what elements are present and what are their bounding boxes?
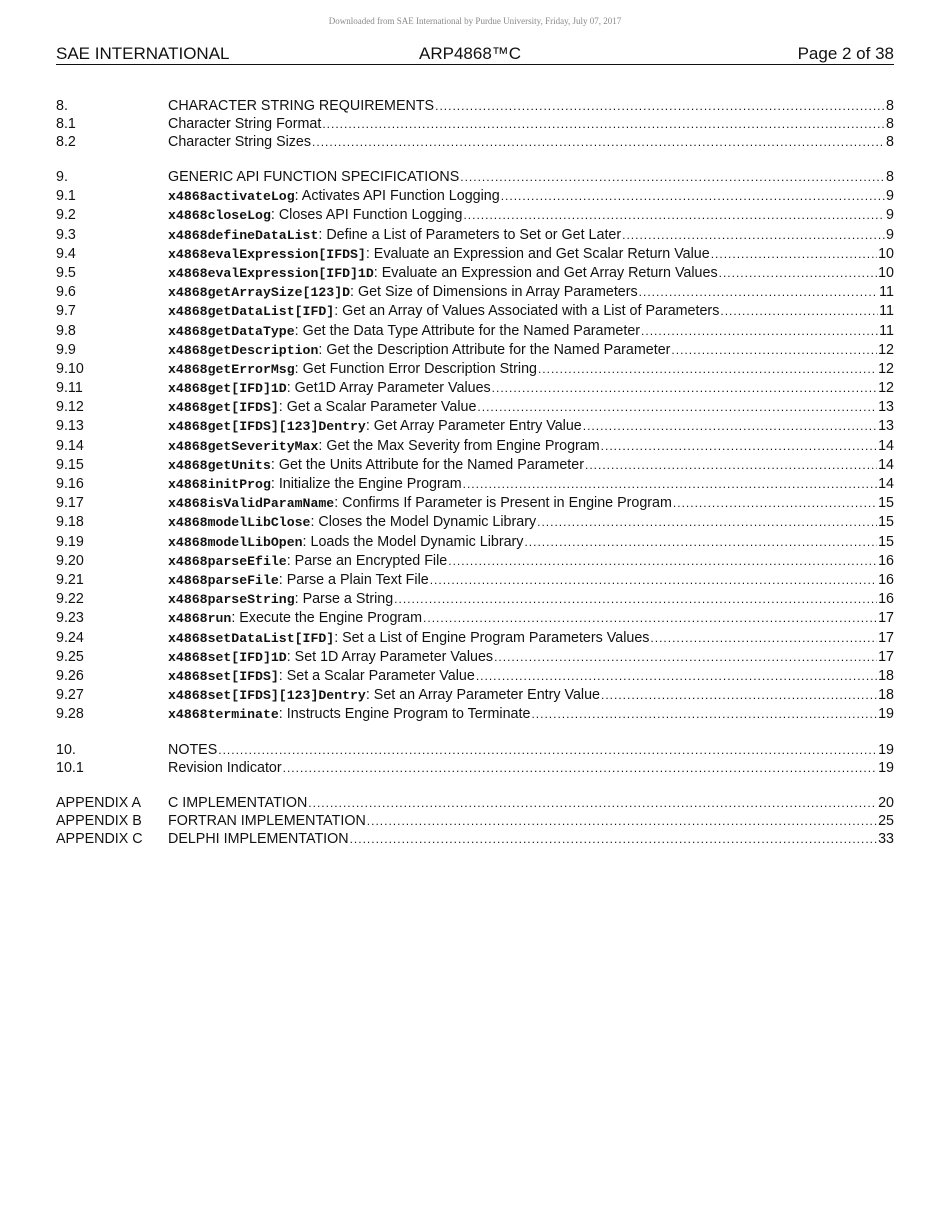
toc-dot-leader xyxy=(501,187,885,206)
toc-entry-title xyxy=(168,379,491,398)
toc-entry[interactable] xyxy=(56,115,894,133)
toc-entry-number: 9.16 xyxy=(56,476,84,492)
toc-dot-leader xyxy=(719,264,877,283)
toc-entry-number: 9.13 xyxy=(56,418,84,435)
toc-entry-number: 9.1 xyxy=(56,188,76,205)
toc-entry-page-number: 11 xyxy=(879,303,894,320)
toc-dot-leader xyxy=(218,741,877,759)
toc-entry-description: Character String Sizes xyxy=(168,134,312,150)
toc-entry[interactable] xyxy=(56,341,894,360)
toc-entry[interactable] xyxy=(56,571,894,590)
toc-entry-page-number: 8 xyxy=(886,134,894,150)
toc-entry-page-number: 19 xyxy=(878,742,894,759)
toc-entry-line xyxy=(168,705,894,724)
toc-entry-description: : Execute the Engine Program xyxy=(231,610,423,627)
toc-entry[interactable] xyxy=(56,417,894,436)
toc-entry[interactable] xyxy=(56,283,894,302)
toc-entry-page-number: 8 xyxy=(886,169,894,185)
toc-entry-title xyxy=(168,571,429,590)
toc-entry-function-name: x4868get[IFDS] xyxy=(168,400,279,416)
toc-dot-leader xyxy=(673,494,877,513)
toc-entry[interactable] xyxy=(56,245,894,264)
toc-dot-leader xyxy=(622,226,885,245)
toc-entry-number: 9.24 xyxy=(56,629,84,646)
toc-entry-number: 9.7 xyxy=(56,303,76,320)
toc-entry-page-number: 8 xyxy=(886,98,894,114)
toc-dot-leader xyxy=(308,794,877,812)
toc-dot-leader xyxy=(448,552,877,571)
table-of-contents xyxy=(56,97,894,865)
toc-entry[interactable] xyxy=(56,794,894,812)
toc-entry-page-number: 15 xyxy=(878,495,894,512)
toc-entry-line xyxy=(168,115,894,133)
toc-dot-leader xyxy=(477,398,877,417)
toc-dot-leader xyxy=(463,475,877,494)
toc-entry-line xyxy=(168,552,894,571)
toc-entry[interactable] xyxy=(56,686,894,705)
toc-entry-title xyxy=(168,115,321,133)
toc-entry-description: GENERIC API FUNCTION SPECIFICATIONS xyxy=(168,169,460,185)
toc-entry-description: : Confirms If Parameter is Present in Engine Program xyxy=(334,495,672,512)
toc-entry-title xyxy=(168,133,311,151)
toc-entry-function-name: x4868setDataList[IFD] xyxy=(168,630,335,646)
toc-entry[interactable] xyxy=(56,590,894,609)
toc-entry-function-name: x4868defineDataList xyxy=(168,227,319,243)
toc-dot-leader xyxy=(435,97,885,115)
toc-entry-description: : Set a List of Engine Program Parameters Values xyxy=(334,629,650,646)
toc-dot-leader xyxy=(463,206,885,225)
toc-entry-page-number: 13 xyxy=(878,418,894,435)
toc-entry[interactable] xyxy=(56,456,894,475)
toc-entry-line xyxy=(168,302,894,321)
toc-entry-line xyxy=(168,322,894,341)
toc-entry-line xyxy=(168,283,894,302)
toc-entry-page-number: 13 xyxy=(878,399,894,416)
toc-entry-page-number: 20 xyxy=(878,795,894,812)
toc-entry-number: 9.18 xyxy=(56,514,84,531)
toc-entry-number: 9.23 xyxy=(56,610,84,627)
toc-entry[interactable] xyxy=(56,609,894,628)
toc-entry-title xyxy=(168,398,476,417)
toc-section-group xyxy=(56,794,894,848)
toc-entry-number: 8. xyxy=(56,98,68,114)
toc-entry-page-number: 12 xyxy=(878,341,894,358)
toc-dot-leader xyxy=(524,533,877,552)
toc-entry-line xyxy=(168,341,894,360)
toc-entry-number: 9.8 xyxy=(56,322,76,339)
toc-entry-description: Character String Format xyxy=(168,116,322,132)
toc-dot-leader xyxy=(460,168,885,187)
toc-entry-description: : Get the Description Attribute for the Named Parameter xyxy=(318,341,671,358)
toc-entry-line xyxy=(168,456,894,475)
toc-dot-leader xyxy=(537,513,877,532)
toc-dot-leader xyxy=(492,379,877,398)
toc-entry-description: : Set 1D Array Parameter Values xyxy=(286,648,494,665)
toc-entry-page-number: 12 xyxy=(878,360,894,377)
toc-entry-description: : Get the Max Severity from Engine Program xyxy=(318,437,600,454)
toc-section-group xyxy=(56,741,894,777)
toc-entry-number: 9.11 xyxy=(56,380,83,397)
toc-dot-leader xyxy=(601,437,877,456)
header-document-id: ARP4868™C xyxy=(419,44,522,63)
toc-entry-function-name: x4868getErrorMsg xyxy=(168,361,295,377)
toc-entry-page-number: 16 xyxy=(878,571,894,588)
toc-entry[interactable] xyxy=(56,759,894,777)
toc-entry-line xyxy=(168,759,894,777)
toc-entry[interactable] xyxy=(56,705,894,724)
toc-entry-page-number: 9 xyxy=(886,226,894,243)
download-watermark: Downloaded from SAE International by Purdue University, Friday, July 07, 2017 xyxy=(328,16,622,26)
toc-entry-line xyxy=(168,360,894,379)
toc-entry-title xyxy=(168,341,670,360)
toc-entry-function-name: x4868modelLibClose xyxy=(168,515,311,531)
toc-entry-function-name: x4868set[IFDS] xyxy=(168,668,279,684)
toc-entry-page-number: 14 xyxy=(878,456,894,473)
toc-entry[interactable] xyxy=(56,379,894,398)
toc-entry-function-name: x4868getDataList[IFD] xyxy=(168,304,335,320)
toc-entry-number: 9.26 xyxy=(56,667,84,684)
toc-entry-description: : Initialize the Engine Program xyxy=(270,476,462,492)
toc-entry-number: APPENDIX C xyxy=(56,831,143,848)
toc-entry-function-name: x4868run xyxy=(168,611,232,627)
toc-entry-function-name: x4868terminate xyxy=(168,707,279,723)
toc-entry-number: 9.14 xyxy=(56,437,84,454)
toc-entry-function-name: x4868getDescription xyxy=(168,342,319,358)
toc-entry-line xyxy=(168,571,894,590)
toc-entry[interactable] xyxy=(56,513,894,532)
toc-entry-title xyxy=(168,590,393,609)
toc-entry-title xyxy=(168,97,434,115)
toc-entry[interactable] xyxy=(56,133,894,151)
toc-entry-page-number: 17 xyxy=(878,629,894,646)
toc-entry-number: 10.1 xyxy=(56,760,84,777)
toc-entry-function-name: x4868getSeverityMax xyxy=(168,438,319,454)
toc-section-group xyxy=(56,168,894,724)
toc-entry-page-number: 10 xyxy=(878,264,894,281)
toc-entry-title xyxy=(168,437,600,456)
toc-entry-line xyxy=(168,437,894,456)
toc-entry[interactable] xyxy=(56,264,894,283)
toc-entry-line xyxy=(168,226,894,245)
toc-entry-line xyxy=(168,494,894,513)
toc-entry-line xyxy=(168,264,894,283)
toc-entry-title xyxy=(168,513,536,532)
toc-entry-number: 8.1 xyxy=(56,116,76,132)
toc-entry-number: 9.28 xyxy=(56,706,84,723)
toc-entry-page-number: 19 xyxy=(878,760,894,777)
toc-entry-page-number: 18 xyxy=(878,687,894,704)
toc-entry-title xyxy=(168,283,638,302)
toc-entry-description: : Get Function Error Description String xyxy=(294,360,537,377)
toc-entry-description: : Parse a String xyxy=(294,591,394,608)
toc-entry-title xyxy=(168,360,537,379)
toc-entry[interactable] xyxy=(56,629,894,648)
toc-entry-title xyxy=(168,533,523,552)
toc-entry[interactable] xyxy=(56,226,894,245)
toc-entry-description: : Get an Array of Values Associated with a List of Parameters xyxy=(334,303,720,320)
toc-entry-line xyxy=(168,794,894,812)
toc-entry-page-number: 18 xyxy=(878,667,894,684)
toc-entry-line xyxy=(168,686,894,705)
toc-entry-line xyxy=(168,206,894,225)
toc-entry-page-number: 16 xyxy=(878,552,894,569)
toc-entry-line xyxy=(168,168,894,187)
toc-dot-leader xyxy=(711,245,877,264)
toc-entry-description: : Closes the Model Dynamic Library xyxy=(310,514,537,531)
toc-entry-page-number: 19 xyxy=(878,706,894,723)
toc-entry-function-name: x4868get[IFDS][123]Dentry xyxy=(168,419,366,435)
toc-entry-number: 9.3 xyxy=(56,226,76,243)
header-page-number: Page 2 of 38 xyxy=(797,44,894,63)
toc-entry-description: C IMPLEMENTATION xyxy=(168,795,308,812)
toc-section-group xyxy=(56,97,894,151)
toc-entry-page-number: 11 xyxy=(879,284,894,301)
toc-entry-line xyxy=(168,245,894,264)
toc-dot-leader xyxy=(583,417,877,436)
toc-entry-function-name: x4868set[IFD]1D xyxy=(168,649,287,665)
toc-entry-title xyxy=(168,226,621,245)
toc-entry-page-number: 15 xyxy=(878,514,894,531)
toc-entry-description: : Evaluate an Expression and Get Array Return Values xyxy=(373,264,718,281)
toc-entry-line xyxy=(168,398,894,417)
toc-entry-number: 9.9 xyxy=(56,341,76,358)
toc-entry-title xyxy=(168,264,718,283)
toc-entry-title xyxy=(168,187,500,206)
toc-entry-page-number: 10 xyxy=(878,245,894,262)
toc-entry-page-number: 14 xyxy=(878,437,894,454)
toc-entry-number: 9.17 xyxy=(56,495,84,512)
toc-entry[interactable] xyxy=(56,741,894,759)
toc-entry-description: : Closes API Function Logging xyxy=(270,207,463,224)
toc-entry-number: 9.25 xyxy=(56,648,84,665)
toc-dot-leader xyxy=(350,830,878,848)
toc-entry-title xyxy=(168,475,462,494)
toc-entry-number: 9.27 xyxy=(56,687,84,704)
toc-dot-leader xyxy=(538,360,877,379)
toc-entry-page-number: 12 xyxy=(878,380,894,397)
toc-entry-description: : Get the Units Attribute for the Named Parameter xyxy=(270,456,584,473)
toc-entry-title xyxy=(168,245,710,264)
toc-entry-description: : Get1D Array Parameter Values xyxy=(286,380,491,397)
toc-dot-leader xyxy=(641,322,878,341)
toc-entry-description: FORTRAN IMPLEMENTATION xyxy=(168,813,366,830)
toc-entry-description: DELPHI IMPLEMENTATION xyxy=(168,831,349,848)
toc-entry-line xyxy=(168,830,894,848)
toc-entry-title xyxy=(168,686,600,705)
toc-entry[interactable] xyxy=(56,475,894,494)
toc-entry-description: : Define a List of Parameters to Set or Get Later xyxy=(318,226,622,243)
toc-entry-line xyxy=(168,417,894,436)
toc-entry-function-name: x4868activateLog xyxy=(168,189,295,205)
toc-entry-title xyxy=(168,830,349,848)
toc-entry-line xyxy=(168,533,894,552)
toc-entry-title xyxy=(168,629,649,648)
toc-entry-description: : Get the Data Type Attribute for the Named Parameter xyxy=(294,322,641,339)
toc-dot-leader xyxy=(671,341,877,360)
toc-dot-leader xyxy=(650,629,877,648)
toc-entry-description: : Parse an Encrypted File xyxy=(286,552,448,569)
toc-entry-title xyxy=(168,812,366,830)
toc-dot-leader xyxy=(476,667,877,686)
toc-dot-leader xyxy=(585,456,877,475)
toc-entry-line xyxy=(168,97,894,115)
toc-entry-function-name: x4868isValidParamName xyxy=(168,496,335,512)
toc-entry-line xyxy=(168,812,894,830)
toc-entry[interactable] xyxy=(56,187,894,206)
toc-entry-title xyxy=(168,456,584,475)
toc-entry[interactable] xyxy=(56,302,894,321)
toc-entry-title xyxy=(168,494,672,513)
toc-entry-title xyxy=(168,302,719,321)
toc-entry-description: : Activates API Function Logging xyxy=(294,188,500,205)
toc-entry-line xyxy=(168,133,894,151)
toc-entry-function-name: x4868getUnits xyxy=(168,457,271,473)
toc-entry-line xyxy=(168,648,894,667)
toc-entry-page-number: 16 xyxy=(878,591,894,608)
toc-dot-leader xyxy=(367,812,877,830)
toc-entry-page-number: 15 xyxy=(878,533,894,550)
toc-entry-description: : Get Array Parameter Entry Value xyxy=(365,418,582,435)
toc-entry-line xyxy=(168,667,894,686)
toc-entry-number: 9.19 xyxy=(56,533,84,550)
toc-entry-title xyxy=(168,322,640,341)
toc-dot-leader xyxy=(430,571,877,590)
toc-entry-title xyxy=(168,705,530,724)
toc-entry-line xyxy=(168,187,894,206)
toc-entry[interactable] xyxy=(56,667,894,686)
toc-entry-line xyxy=(168,513,894,532)
toc-dot-leader xyxy=(423,609,877,628)
toc-entry-description: : Evaluate an Expression and Get Scalar Return Value xyxy=(365,245,710,262)
toc-entry[interactable] xyxy=(56,830,894,848)
toc-entry-description: : Parse a Plain Text File xyxy=(278,571,429,588)
toc-entry-title xyxy=(168,168,459,187)
toc-entry-page-number: 17 xyxy=(878,610,894,627)
toc-entry-description: : Get Size of Dimensions in Array Parameters xyxy=(350,284,638,301)
toc-entry-title xyxy=(168,648,493,667)
toc-entry[interactable] xyxy=(56,398,894,417)
toc-entry-line xyxy=(168,629,894,648)
toc-entry[interactable] xyxy=(56,168,894,187)
toc-entry-number: 9.6 xyxy=(56,284,76,301)
toc-entry-description: : Loads the Model Dynamic Library xyxy=(302,533,524,550)
toc-entry-function-name: x4868initProg xyxy=(168,477,271,492)
toc-entry-title xyxy=(168,417,582,436)
toc-entry-function-name: x4868closeLog xyxy=(168,208,271,224)
toc-entry-number: 9. xyxy=(56,169,68,185)
toc-entry[interactable] xyxy=(56,206,894,225)
toc-entry-description: Revision Indicator xyxy=(168,760,282,777)
toc-entry-page-number: 8 xyxy=(886,116,894,132)
toc-entry-number: 9.2 xyxy=(56,207,76,224)
toc-entry-title xyxy=(168,552,447,571)
toc-dot-leader xyxy=(531,705,877,724)
toc-entry-line xyxy=(168,609,894,628)
toc-entry-line xyxy=(168,379,894,398)
toc-entry[interactable] xyxy=(56,648,894,667)
toc-entry-title xyxy=(168,741,217,759)
toc-entry-number: 8.2 xyxy=(56,134,76,150)
toc-entry-function-name: x4868modelLibOpen xyxy=(168,534,303,550)
toc-entry-function-name: x4868getArraySize[123]D xyxy=(168,285,351,301)
toc-dot-leader xyxy=(720,302,878,321)
toc-entry[interactable] xyxy=(56,322,894,341)
toc-entry-function-name: x4868evalExpression[IFD]1D xyxy=(168,265,374,281)
toc-entry-description: : Instructs Engine Program to Terminate xyxy=(278,706,531,723)
toc-entry-line xyxy=(168,590,894,609)
toc-entry-line xyxy=(168,741,894,759)
toc-dot-leader xyxy=(394,590,877,609)
toc-entry-number: APPENDIX B xyxy=(56,813,142,830)
toc-entry-title xyxy=(168,667,475,686)
toc-entry-title xyxy=(168,206,462,225)
toc-entry-number: 9.12 xyxy=(56,399,84,416)
toc-entry[interactable] xyxy=(56,97,894,115)
toc-entry-page-number: 25 xyxy=(878,813,894,830)
toc-entry-number: 9.4 xyxy=(56,245,76,262)
toc-entry-title xyxy=(168,759,282,777)
toc-entry[interactable] xyxy=(56,360,894,379)
toc-entry-number: 9.22 xyxy=(56,591,84,608)
toc-entry[interactable] xyxy=(56,812,894,830)
toc-dot-leader xyxy=(601,686,877,705)
header-organization: SAE INTERNATIONAL xyxy=(56,44,230,63)
toc-entry[interactable] xyxy=(56,494,894,513)
toc-entry-function-name: x4868parseEfile xyxy=(168,553,287,569)
toc-dot-leader xyxy=(312,133,885,151)
toc-entry-number: 9.10 xyxy=(56,360,84,377)
toc-entry-function-name: x4868parseFile xyxy=(168,572,279,588)
toc-entry-page-number: 9 xyxy=(886,207,894,224)
toc-entry-page-number: 17 xyxy=(878,648,894,665)
toc-entry-page-number: 33 xyxy=(878,831,894,848)
toc-entry-function-name: x4868getDataType xyxy=(168,323,295,339)
toc-entry-function-name: x4868evalExpression[IFDS] xyxy=(168,246,366,262)
toc-entry-number: 9.21 xyxy=(56,571,84,588)
toc-entry-title xyxy=(168,609,422,628)
toc-dot-leader xyxy=(322,115,885,133)
toc-entry-description: : Get a Scalar Parameter Value xyxy=(278,399,477,416)
toc-entry-function-name: x4868get[IFD]1D xyxy=(168,381,287,397)
toc-entry-description: NOTES xyxy=(168,742,218,759)
toc-entry[interactable] xyxy=(56,552,894,571)
toc-entry-number: 9.5 xyxy=(56,264,76,281)
page-header xyxy=(56,44,894,65)
toc-entry[interactable] xyxy=(56,533,894,552)
toc-entry-page-number: 11 xyxy=(879,322,894,339)
toc-entry-line xyxy=(168,475,894,494)
toc-dot-leader xyxy=(283,759,877,777)
toc-entry-description: : Set a Scalar Parameter Value xyxy=(278,667,475,684)
toc-entry-function-name: x4868set[IFDS][123]Dentry xyxy=(168,688,366,704)
toc-entry-number: 9.15 xyxy=(56,456,84,473)
toc-dot-leader xyxy=(494,648,877,667)
toc-entry-title xyxy=(168,794,307,812)
toc-entry-function-name: x4868parseString xyxy=(168,592,295,608)
toc-entry-page-number: 9 xyxy=(886,188,894,205)
toc-entry-description: : Set an Array Parameter Entry Value xyxy=(365,687,601,704)
toc-entry-number: APPENDIX A xyxy=(56,795,142,812)
toc-entry-number: 9.20 xyxy=(56,552,84,569)
toc-entry-description: CHARACTER STRING REQUIREMENTS xyxy=(168,98,435,114)
toc-dot-leader xyxy=(639,283,878,302)
toc-entry[interactable] xyxy=(56,437,894,456)
toc-entry-page-number: 14 xyxy=(878,476,894,492)
toc-entry-number: 10. xyxy=(56,742,76,759)
